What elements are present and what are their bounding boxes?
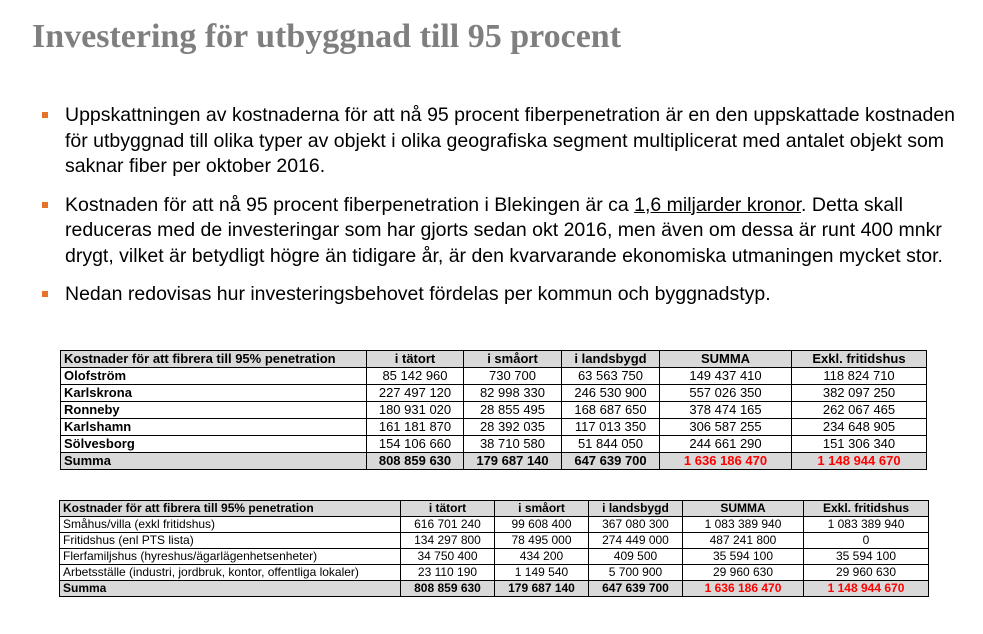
value-cell: 161 181 870 [367, 419, 464, 436]
sum-cell: 179 687 140 [495, 581, 589, 597]
value-cell: 35 594 100 [804, 549, 929, 565]
row-label: Arbetsställe (industri, jordbruk, kontor, offentliga lokaler) [60, 565, 401, 581]
value-cell: 28 855 495 [464, 402, 562, 419]
value-cell: 29 960 630 [683, 565, 804, 581]
header-cell: SUMMA [683, 501, 804, 517]
value-cell: 1 083 389 940 [804, 517, 929, 533]
row-label: Karlshamn [61, 419, 367, 436]
cost-by-municipality-table [60, 350, 927, 470]
sum-cell: 808 859 630 [401, 581, 495, 597]
value-cell: 28 392 035 [464, 419, 562, 436]
table-row [60, 549, 929, 565]
sum-label: Summa [61, 453, 367, 470]
bullet-text: Kostnaden för att nå 95 procent fiberpenetration i Blekingen är ca [65, 193, 635, 216]
value-cell: 246 530 900 [562, 385, 660, 402]
header-cell: i småort [495, 501, 589, 517]
table-sum-row [60, 581, 929, 597]
value-cell: 487 241 800 [683, 533, 804, 549]
bullet-text: . Detta skall reduceras med de investeringar som har gjorts sedan okt 2016, men även om dessa är runt 400 mnkr drygt, vilket är betydligt högre än tidigare år, är den kvarvarande ekonomiska utmaningen mycket stor. [65, 193, 943, 267]
value-cell: 78 495 000 [495, 533, 589, 549]
header-cell: i tätort [401, 501, 495, 517]
value-cell: 557 026 350 [660, 385, 792, 402]
value-cell: 29 960 630 [804, 565, 929, 581]
sum-cell: 647 639 700 [589, 581, 683, 597]
table-row [61, 385, 927, 402]
value-cell: 244 661 290 [660, 436, 792, 453]
value-cell: 1 083 389 940 [683, 517, 804, 533]
sum-excl-cell: 1 148 944 670 [804, 581, 929, 597]
header-cell: Exkl. fritidshus [792, 351, 927, 368]
value-cell: 409 500 [589, 549, 683, 565]
bullet-underlined-amount: 1,6 miljarder kronor [634, 193, 802, 216]
table-row [61, 436, 927, 453]
row-label: Karlskrona [61, 385, 367, 402]
header-cell: SUMMA [660, 351, 792, 368]
header-cell: i småort [464, 351, 562, 368]
value-cell: 149 437 410 [660, 368, 792, 385]
value-cell: 34 750 400 [401, 549, 495, 565]
cost-by-building-type-table [59, 500, 929, 597]
value-cell: 85 142 960 [367, 368, 464, 385]
row-label: Olofström [61, 368, 367, 385]
value-cell: 434 200 [495, 549, 589, 565]
table-row [60, 533, 929, 549]
table-sum-row [61, 453, 927, 470]
value-cell: 134 297 800 [401, 533, 495, 549]
value-cell: 262 067 465 [792, 402, 927, 419]
header-cell: Kostnader för att fibrera till 95% penetration [60, 501, 401, 517]
square-bullet-icon [42, 112, 48, 118]
row-label: Sölvesborg [61, 436, 367, 453]
bullet-text: Nedan redovisas hur investeringsbehovet fördelas per kommun och byggnadstyp. [65, 283, 771, 305]
sum-total-cell: 1 636 186 470 [683, 581, 804, 597]
value-cell: 38 710 580 [464, 436, 562, 453]
sum-label: Summa [60, 581, 401, 597]
value-cell: 23 110 190 [401, 565, 495, 581]
square-bullet-icon [42, 291, 48, 297]
value-cell: 180 931 020 [367, 402, 464, 419]
header-cell: i tätort [367, 351, 464, 368]
header-cell: i landsbygd [589, 501, 683, 517]
row-label: Flerfamiljshus (hyreshus/ägarlägenhetsenheter) [60, 549, 401, 565]
bullet-list [42, 103, 957, 321]
table-row [60, 517, 929, 533]
value-cell: 367 080 300 [589, 517, 683, 533]
row-label: Fritidshus (enl PTS lista) [60, 533, 401, 549]
value-cell: 274 449 000 [589, 533, 683, 549]
header-cell: Exkl. fritidshus [804, 501, 929, 517]
table-row [60, 565, 929, 581]
value-cell: 378 474 165 [660, 402, 792, 419]
bullet-item [42, 193, 957, 270]
bullet-text: Uppskattningen av kostnaderna för att nå 95 procent fiberpenetration är en den uppskattade kostnaden för utbyggnad till olika typer av objekt i olika geografiska segment multiplicerat med antalet objekt som saknar fiber per oktober 2016. [65, 104, 956, 177]
value-cell: 730 700 [464, 368, 562, 385]
value-cell: 168 687 650 [562, 402, 660, 419]
sum-total-cell: 1 636 186 470 [660, 453, 792, 470]
value-cell: 99 608 400 [495, 517, 589, 533]
value-cell: 63 563 750 [562, 368, 660, 385]
value-cell: 82 998 330 [464, 385, 562, 402]
value-cell: 35 594 100 [683, 549, 804, 565]
header-cell: Kostnader för att fibrera till 95% penetration [61, 351, 367, 368]
value-cell: 1 149 540 [495, 565, 589, 581]
table-row [61, 402, 927, 419]
value-cell: 51 844 050 [562, 436, 660, 453]
sum-excl-cell: 1 148 944 670 [792, 453, 927, 470]
value-cell: 234 648 905 [792, 419, 927, 436]
header-cell: i landsbygd [562, 351, 660, 368]
table-header-row [61, 351, 927, 368]
value-cell: 154 106 660 [367, 436, 464, 453]
value-cell: 306 587 255 [660, 419, 792, 436]
table-header-row [60, 501, 929, 517]
page-title: Investering för utbyggnad till 95 procent [32, 18, 622, 55]
value-cell: 151 306 340 [792, 436, 927, 453]
table-row [61, 368, 927, 385]
sum-cell: 179 687 140 [464, 453, 562, 470]
value-cell: 616 701 240 [401, 517, 495, 533]
value-cell: 0 [804, 533, 929, 549]
square-bullet-icon [42, 202, 48, 208]
bullet-item [42, 103, 957, 180]
sum-cell: 647 639 700 [562, 453, 660, 470]
value-cell: 118 824 710 [792, 368, 927, 385]
value-cell: 382 097 250 [792, 385, 927, 402]
value-cell: 5 700 900 [589, 565, 683, 581]
row-label: Småhus/villa (exkl fritidshus) [60, 517, 401, 533]
bullet-item [42, 282, 957, 308]
table-row [61, 419, 927, 436]
value-cell: 227 497 120 [367, 385, 464, 402]
value-cell: 117 013 350 [562, 419, 660, 436]
row-label: Ronneby [61, 402, 367, 419]
sum-cell: 808 859 630 [367, 453, 464, 470]
